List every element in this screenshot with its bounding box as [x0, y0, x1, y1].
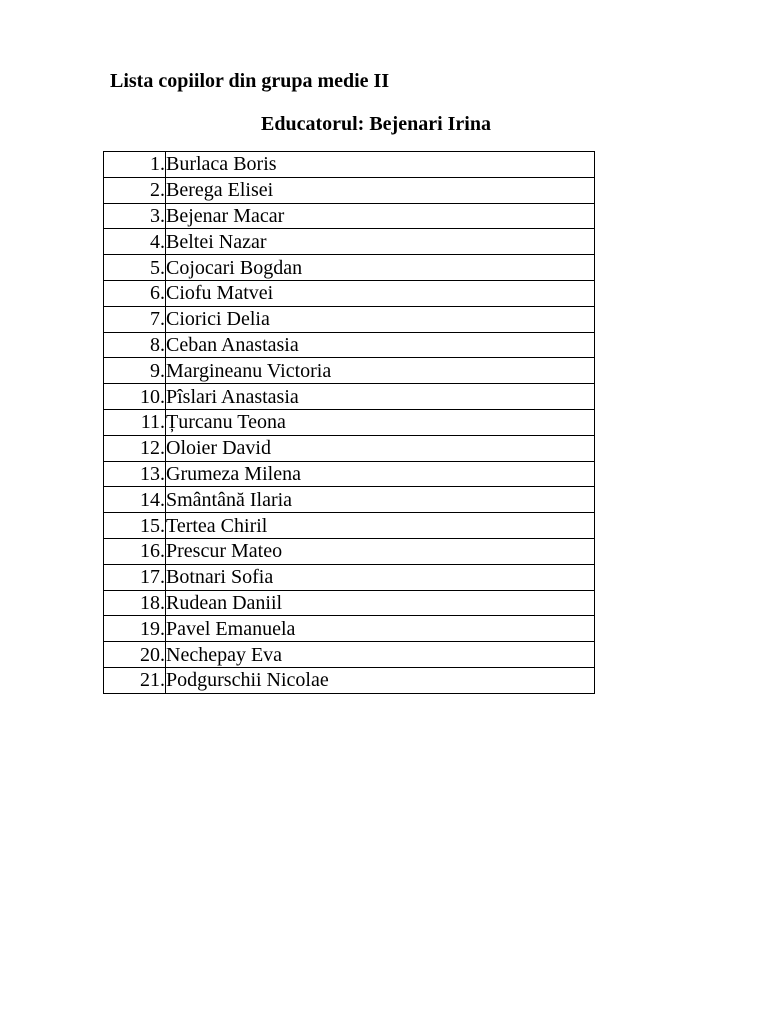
row-number: 4.: [104, 229, 166, 255]
table-row: [104, 590, 595, 616]
table-row: [104, 642, 595, 668]
table-row: [104, 358, 595, 384]
table-row: [104, 513, 595, 539]
child-name: Burlaca Boris: [166, 152, 595, 178]
child-name: Podgurschii Nicolae: [166, 667, 595, 693]
row-number: 10.: [104, 384, 166, 410]
child-name: Cojocari Bogdan: [166, 255, 595, 281]
child-name: Pavel Emanuela: [166, 616, 595, 642]
child-name: Țurcanu Teona: [166, 409, 595, 435]
child-name: Oloier David: [166, 435, 595, 461]
table-row: [104, 332, 595, 358]
row-number: 5.: [104, 255, 166, 281]
row-number: 13.: [104, 461, 166, 487]
child-name: Ciofu Matvei: [166, 280, 595, 306]
child-name: Grumeza Milena: [166, 461, 595, 487]
child-name: Beltei Nazar: [166, 229, 595, 255]
child-name: Prescur Mateo: [166, 538, 595, 564]
child-name: Smântână Ilaria: [166, 487, 595, 513]
row-number: 17.: [104, 564, 166, 590]
child-name: Rudean Daniil: [166, 590, 595, 616]
table-row: [104, 280, 595, 306]
children-table: [103, 151, 595, 694]
child-name: Berega Elisei: [166, 177, 595, 203]
row-number: 9.: [104, 358, 166, 384]
child-name: Ciorici Delia: [166, 306, 595, 332]
table-row: [104, 306, 595, 332]
table-row: [104, 564, 595, 590]
table-row: [104, 229, 595, 255]
child-name: Pîslari Anastasia: [166, 384, 595, 410]
child-name: Botnari Sofia: [166, 564, 595, 590]
child-name: Tertea Chiril: [166, 513, 595, 539]
row-number: 2.: [104, 177, 166, 203]
table-row: [104, 487, 595, 513]
children-table-body: [104, 152, 595, 694]
table-row: [104, 435, 595, 461]
row-number: 20.: [104, 642, 166, 668]
table-row: [104, 538, 595, 564]
table-row: [104, 255, 595, 281]
row-number: 1.: [104, 152, 166, 178]
table-row: [104, 667, 595, 693]
child-name: Bejenar Macar: [166, 203, 595, 229]
row-number: 6.: [104, 280, 166, 306]
row-number: 15.: [104, 513, 166, 539]
row-number: 3.: [104, 203, 166, 229]
table-row: [104, 152, 595, 178]
row-number: 7.: [104, 306, 166, 332]
educator-line: Educatorul: Bejenari Irina: [261, 113, 491, 135]
row-number: 8.: [104, 332, 166, 358]
table-row: [104, 203, 595, 229]
row-number: 19.: [104, 616, 166, 642]
row-number: 11.: [104, 409, 166, 435]
child-name: Margineanu Victoria: [166, 358, 595, 384]
table-row: [104, 384, 595, 410]
row-number: 16.: [104, 538, 166, 564]
table-row: [104, 461, 595, 487]
table-row: [104, 409, 595, 435]
document-title: Lista copiilor din grupa medie II: [110, 70, 390, 92]
child-name: Nechepay Eva: [166, 642, 595, 668]
row-number: 14.: [104, 487, 166, 513]
table-row: [104, 177, 595, 203]
table-row: [104, 616, 595, 642]
row-number: 21.: [104, 667, 166, 693]
row-number: 18.: [104, 590, 166, 616]
row-number: 12.: [104, 435, 166, 461]
child-name: Ceban Anastasia: [166, 332, 595, 358]
